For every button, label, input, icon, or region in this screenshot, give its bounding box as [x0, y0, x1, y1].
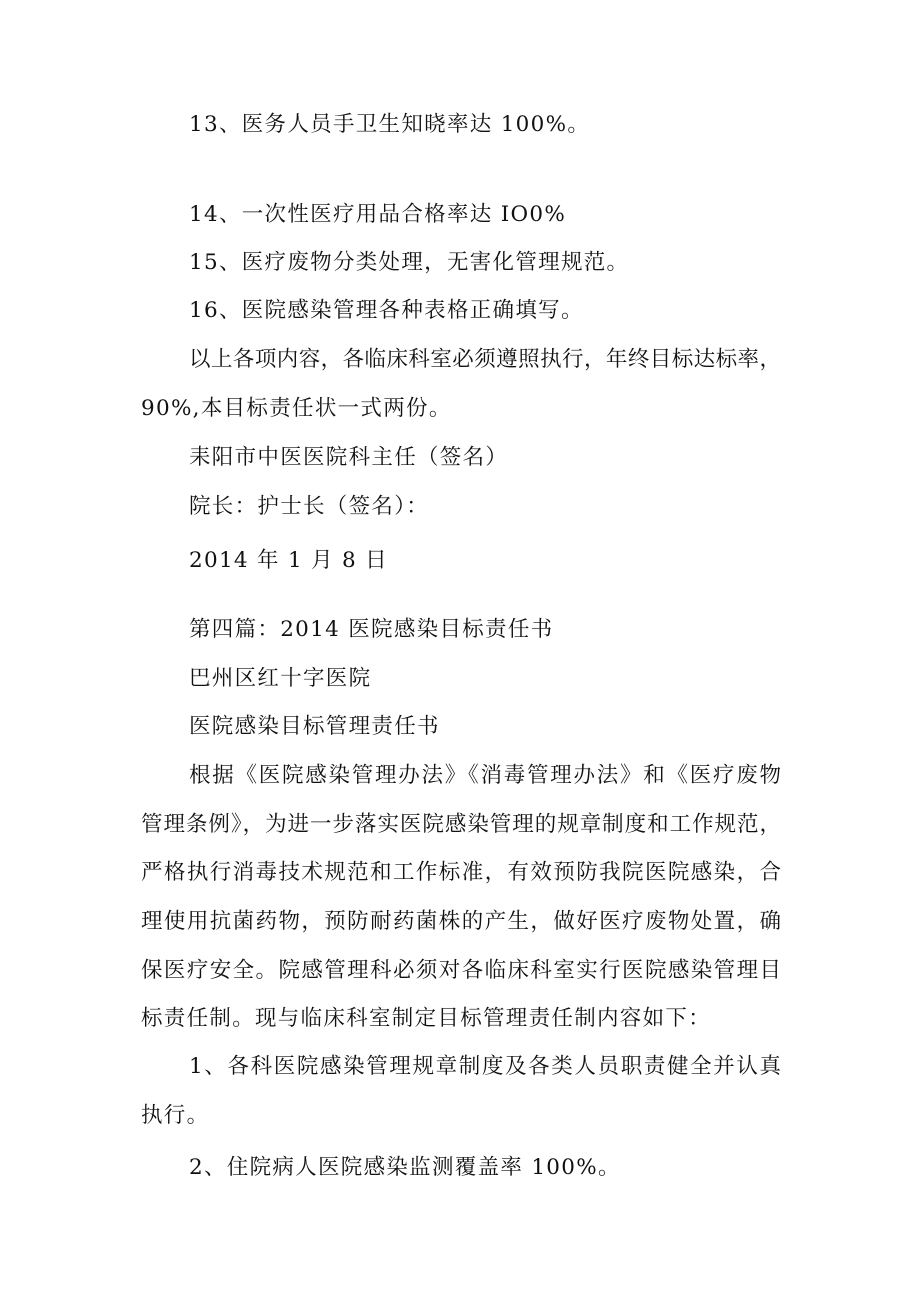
- summary-paragraph-line-2: 90%,本目标责任状一式两份。: [141, 396, 452, 421]
- requirement-1-line-2: 执行。: [141, 1103, 210, 1128]
- intro-paragraph-line-1: 根据《医院感染管理办法》《消毒管理办法》和《医疗废物: [189, 763, 781, 788]
- chapter-title: 第四篇：2014 医院感染目标责任书: [189, 617, 554, 642]
- intro-paragraph-line-3: 严格执行消毒技术规范和工作标准，有效预防我院医院感染，合: [141, 860, 781, 885]
- requirement-2: 2、住院病人医院感染监测覆盖率 100%。: [189, 1155, 621, 1180]
- hospital-name: 巴州区红十字医院: [189, 666, 372, 691]
- item-15: 15、医疗废物分类处理，无害化管理规范。: [189, 250, 630, 275]
- document-title: 医院感染目标管理责任书: [189, 714, 440, 739]
- intro-paragraph-line-6: 标责任制。现与临床科室制定目标管理责任制内容如下：: [141, 1006, 712, 1031]
- requirement-1-line-1: 1、各科医院感染管理规章制度及各类人员职责健全并认真: [189, 1054, 781, 1079]
- item-14: 14、一次性医疗用品合格率达 IO0%: [189, 202, 567, 227]
- signature-director: 耒阳市中医医院科主任（签名）: [189, 445, 509, 470]
- intro-paragraph-line-4: 理使用抗菌药物，预防耐药菌株的产生，做好医疗废物处置，确: [141, 909, 781, 934]
- signature-president-nurse: 院长：护士长（签名）：: [189, 494, 430, 519]
- intro-paragraph-line-2: 管理条例》，为进一步落实医院感染管理的规章制度和工作规范，: [141, 812, 781, 837]
- document-date: 2014 年 1 月 8 日: [189, 548, 388, 573]
- summary-paragraph-line-1: 以上各项内容，各临床科室必须遵照执行，年终目标达标率，: [189, 347, 781, 372]
- item-13: 13、医务人员手卫生知晓率达 100%。: [189, 112, 591, 137]
- item-16: 16、医院感染管理各种表格正确填写。: [189, 298, 584, 323]
- intro-paragraph-line-5: 保医疗安全。院感管理科必须对各临床科室实行医院感染管理目: [141, 958, 781, 983]
